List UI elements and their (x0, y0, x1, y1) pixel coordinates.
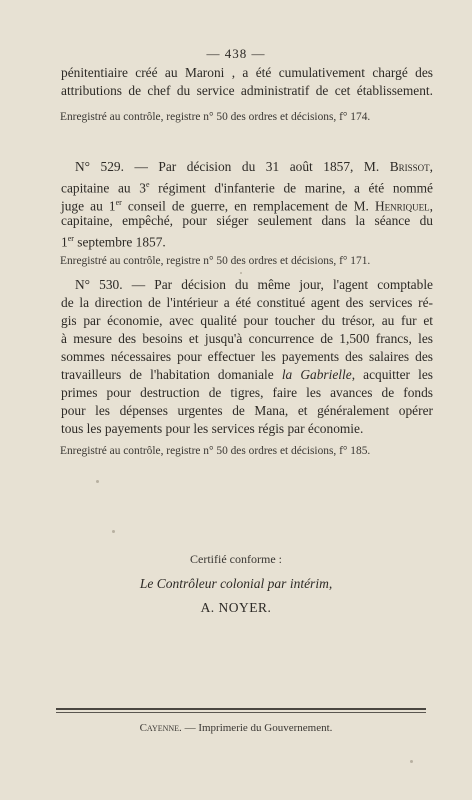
text-line: capitaine, empêché, pour siéger seulement dans la séance du (61, 213, 433, 228)
text-line: pénitentiaire créé au Maroni , a été cumulativement chargé des (61, 65, 433, 80)
text-line: N° 529. — Par décision du 31 août 1857, M. Brissot, (75, 159, 433, 174)
text-line: primes pour destruction de tigres, faire les avances de fonds (61, 385, 433, 400)
signatory-role: Le Contrôleur colonial par intérim, (139, 576, 333, 591)
page-number: — 438 — (206, 46, 266, 61)
signatory-name: A. NOYER. (200, 600, 272, 615)
text-line: tous les payements pour les services régis par économie. (61, 421, 364, 436)
text-line: pour les dépenses urgentes de Mana, et généralement opérer (61, 403, 433, 418)
text-line: de la direction de l'intérieur a été constitué agent des services ré- (61, 295, 433, 310)
registration-note: Enregistré au contrôle, registre n° 50 des ordres et décisions, f° 174. (60, 111, 371, 123)
text-line: gis par économie, avec qualité pour toucher du trésor, au fur et (61, 313, 433, 328)
text-line: sommes nécessaires pour effectuer les payements des salaires des (61, 349, 433, 364)
footer-rule (56, 712, 426, 713)
text-line: à mesure des besoins et jusqu'à concurrence de 1,500 francs, les (61, 331, 433, 346)
text-line: travailleurs de l'habitation domaniale la Gabrielle, acquitter les (61, 367, 433, 382)
registration-note: Enregistré au contrôle, registre n° 50 des ordres et décisions, f° 171. (60, 255, 371, 267)
registration-note: Enregistré au contrôle, registre n° 50 des ordres et décisions, f° 185. (60, 445, 371, 457)
printer-imprint: Cayenne. — Imprimerie du Gouvernement. (139, 722, 333, 734)
paper-speck (96, 480, 99, 483)
text-line: juge au 1er conseil de guerre, en remplacement de M. Henriquel, (61, 198, 433, 214)
text-line: 1er septembre 1857. (61, 234, 166, 250)
text-line: capitaine au 3e régiment d'infanterie de marine, a été nommé (61, 180, 433, 196)
certification-label: Certifié conforme : (190, 552, 282, 566)
footer-rule (56, 708, 426, 710)
paper-speck (112, 530, 115, 533)
text-line: attributions de chef du service administratif de cet établissement. (61, 83, 433, 98)
text-line: N° 530. — Par décision du même jour, l'agent comptable (75, 277, 433, 292)
paper-speck (410, 760, 413, 763)
paper-speck (240, 272, 242, 274)
